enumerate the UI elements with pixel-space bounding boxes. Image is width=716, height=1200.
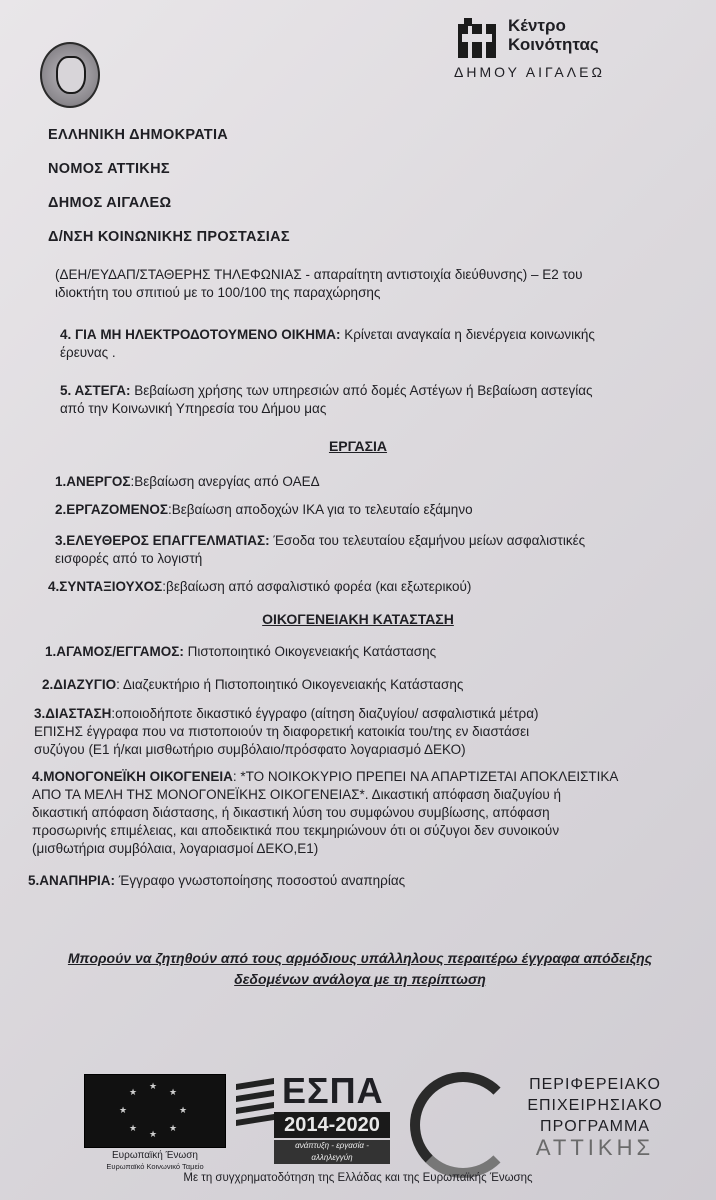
- family-item4-text: : *ΤΟ ΝΟΙΚΟΚΥΡΙΟ ΠΡΕΠΕΙ ΝΑ ΑΠΑΡΤΙΖΕΤΑΙ ΑΠΟΚΛΕΙΣΤΙΚΑ: [232, 769, 619, 784]
- family-item-5: [28, 872, 643, 890]
- eu-caption-line1: Ευρωπαϊκή Ένωση: [112, 1150, 198, 1161]
- housing-item4-text2: έρευνας .: [60, 345, 116, 360]
- work-item-3: [55, 532, 670, 568]
- kentro-title-line1: Κέντρο: [508, 16, 566, 35]
- family-item1-label: 1.ΑΓΑΜΟΣ/ΕΓΓΑΜΟΣ:: [45, 644, 184, 659]
- family-item4-text4: προσωρινής επιμέλειας, και αποδεικτικά που τεκμηριώνουν ότι οι σύζυγοι δεν συνοικούν: [32, 823, 560, 838]
- note-line1: Μπορούν να ζητηθούν από τους αρμόδιους υπάλληλους περαιτέρω έγγραφα απόδειξης: [67, 950, 653, 966]
- family-item3-text2: ΕΠΙΣΗΣ έγγραφα που να πιστοποιούν τη διαφορετική κατοικία του/της εν διαστάσει: [34, 724, 530, 739]
- housing-item-4: [60, 326, 675, 362]
- header-directorate: Δ/ΝΣΗ ΚΟΙΝΩΝΙΚΗΣ ΠΡΟΣΤΑΣΙΑΣ: [48, 229, 290, 245]
- municipal-seal: [40, 42, 100, 108]
- cofunding-footer: Με τη συγχρηματοδότηση της Ελλάδας και της Ευρωπαϊκής Ένωσης: [183, 1172, 533, 1184]
- family-item3-text3: συζύγου (Ε1 ή/και μισθωτήριο συμβόλαιο/πρόσφατο λογαριασμό ΔΕΚΟ): [34, 742, 466, 757]
- family-item-4: [32, 768, 692, 858]
- work-item3-label: 3.ΕΛΕΥΘΕΡΟΣ ΕΠΑΓΓΕΛΜΑΤΙΑΣ:: [55, 533, 270, 548]
- region-swirl-icon: [410, 1072, 516, 1178]
- family-section-title: ΟΙΚΟΓΕΝΕΙΑΚΗ ΚΑΤΑΣΤΑΣΗ: [262, 611, 454, 627]
- kentro-icon: [458, 18, 498, 62]
- work-item1-text: :Βεβαίωση ανεργίας από ΟΑΕΔ: [130, 474, 320, 489]
- region-line4: ΑΤΤΙΚΗΣ: [535, 1135, 655, 1160]
- family-item-1: [45, 643, 660, 661]
- work-item3-text2: εισφορές από το λογιστή: [55, 551, 203, 566]
- work-item-4: [48, 578, 663, 596]
- kentro-title-line2: Κοινότητας: [508, 35, 599, 54]
- family-item2-label: 2.ΔΙΑΖΥΓΙΟ: [42, 677, 117, 692]
- work-item4-label: 4.ΣΥΝΤΑΞΙΟΥΧΟΣ: [48, 579, 163, 594]
- family-item-2: [42, 676, 657, 694]
- region-line3: ΠΡΟΓΡΑΜΜΑ: [540, 1118, 650, 1135]
- work-item-1: [55, 473, 670, 491]
- work-item2-text: :Βεβαίωση αποδοχών ΙΚΑ για το τελευταίο εξάμηνο: [168, 502, 473, 517]
- espa-slogan: ανάπτυξη - εργασία - αλληλεγγύη: [274, 1140, 390, 1164]
- family-item5-label: 5.ΑΝΑΠΗΡΙΑ:: [28, 873, 116, 888]
- header-municipality: ΔΗΜΟΣ ΑΙΓΑΛΕΩ: [48, 195, 172, 211]
- family-item5-text: Έγγραφο γνωστοποίησης ποσοστού αναπηρίας: [115, 873, 406, 888]
- note-line2: δεδομένων ανάλογα με τη περίπτωση: [234, 971, 486, 987]
- eu-caption-line2: Ευρωπαϊκό Κοινωνικό Ταμείο: [106, 1162, 204, 1171]
- housing-continuation: [55, 266, 670, 302]
- family-item1-text: Πιστοποιητικό Οικογενειακής Κατάστασης: [183, 644, 437, 659]
- region-line1: ΠΕΡΙΦΕΡΕΙΑΚΟ: [529, 1076, 661, 1093]
- family-item4-label: 4.ΜΟΝΟΓΟΝΕΪΚΗ ΟΙΚΟΓΕΝΕΙΑ: [32, 769, 233, 784]
- kentro-subtitle: ΔΗΜΟΥ ΑΙΓΑΛΕΩ: [454, 64, 605, 80]
- eu-flag-icon: ★ ★ ★ ★ ★ ★ ★ ★: [84, 1074, 226, 1148]
- work-item4-text: :βεβαίωση από ασφαλιστικό φορέα (και εξωτερικού): [162, 579, 472, 594]
- additional-documents-note: [30, 948, 690, 990]
- work-item1-label: 1.ΑΝΕΡΓΟΣ: [55, 474, 131, 489]
- regional-programme-logo: [510, 1074, 680, 1158]
- kentro-title: [508, 16, 599, 54]
- family-item4-text3: δικαστική απόφαση διάστασης, ή δικαστική λύση του συμφώνου συμβίωσης, απόφαση: [32, 805, 550, 820]
- header-prefecture: ΝΟΜΟΣ ΑΤΤΙΚΗΣ: [48, 161, 170, 177]
- work-item2-label: 2.ΕΡΓΑΖΟΜΕΝΟΣ: [55, 502, 169, 517]
- espa-years: 2014-2020: [274, 1112, 390, 1138]
- espa-stripes-icon: [232, 1074, 278, 1134]
- housing-item-5: [60, 382, 675, 418]
- housing-item4-label: 4. ΓΙΑ ΜΗ ΗΛΕΚΤΡΟΔΟΤΟΥΜΕΝΟ ΟΙΚΗΜΑ:: [60, 327, 341, 342]
- housing-item4-text: Κρίνεται αναγκαία η διενέργεια κοινωνικής: [340, 327, 595, 342]
- kentro-koinotitas-logo: [454, 14, 638, 84]
- work-item3-text: Έσοδα του τελευταίου εξαμήνου μείων ασφαλιστικές: [269, 533, 586, 548]
- housing-item5-text2: από την Κοινωνική Υπηρεσία του Δήμου μας: [60, 401, 327, 416]
- family-item4-text5: (μισθωτήρια συμβόλαια, λογαριασμοί ΔΕΚΟ,Ε1): [32, 841, 319, 856]
- family-item4-text2: ΑΠΟ ΤΑ ΜΕΛΗ ΤΗΣ ΜΟΝΟΓΟΝΕΪΚΗΣ ΟΙΚΟΓΕΝΕΙΑΣ*. Δικαστική απόφαση διαζυγίου ή: [32, 787, 561, 802]
- region-line2: ΕΠΙΧΕΙΡΗΣΙΑΚΟ: [527, 1097, 663, 1114]
- work-section-title: ΕΡΓΑΣΙΑ: [328, 438, 388, 454]
- family-item2-text: : Διαζευκτήριο ή Πιστοποιητικό Οικογενειακής Κατάστασης: [116, 677, 464, 692]
- header-republic: ΕΛΛΗΝΙΚΗ ΔΗΜΟΚΡΑΤΙΑ: [48, 127, 229, 143]
- housing-cont-line1: (ΔΕΗ/ΕΥΔΑΠ/ΣΤΑΘΕΡΗΣ ΤΗΛΕΦΩΝΙΑΣ - απαραίτητη αντιστοιχία διεύθυνσης) – Ε2 του: [55, 267, 583, 282]
- espa-title: ΕΣΠΑ: [282, 1070, 384, 1111]
- housing-cont-line2: ιδιοκτήτη του σπιτιού με το 100/100 της παραχώρησης: [55, 285, 381, 300]
- funding-logos-bar: [80, 1068, 680, 1171]
- family-item3-text: :οποιοδήποτε δικαστικό έγγραφο (αίτηση διαζυγίου/ ασφαλιστικά μέτρα): [111, 706, 539, 721]
- espa-logo: [232, 1070, 392, 1162]
- work-item-2: [55, 501, 670, 519]
- family-item-3: [34, 705, 684, 759]
- family-item3-label: 3.ΔΙΑΣΤΑΣΗ: [34, 706, 112, 721]
- housing-item5-label: 5. ΑΣΤΕΓΑ:: [60, 383, 131, 398]
- eu-caption: [80, 1150, 230, 1172]
- housing-item5-text: Βεβαίωση χρήσης των υπηρεσιών από δομές Αστέγων ή Βεβαίωση αστεγίας: [130, 383, 593, 398]
